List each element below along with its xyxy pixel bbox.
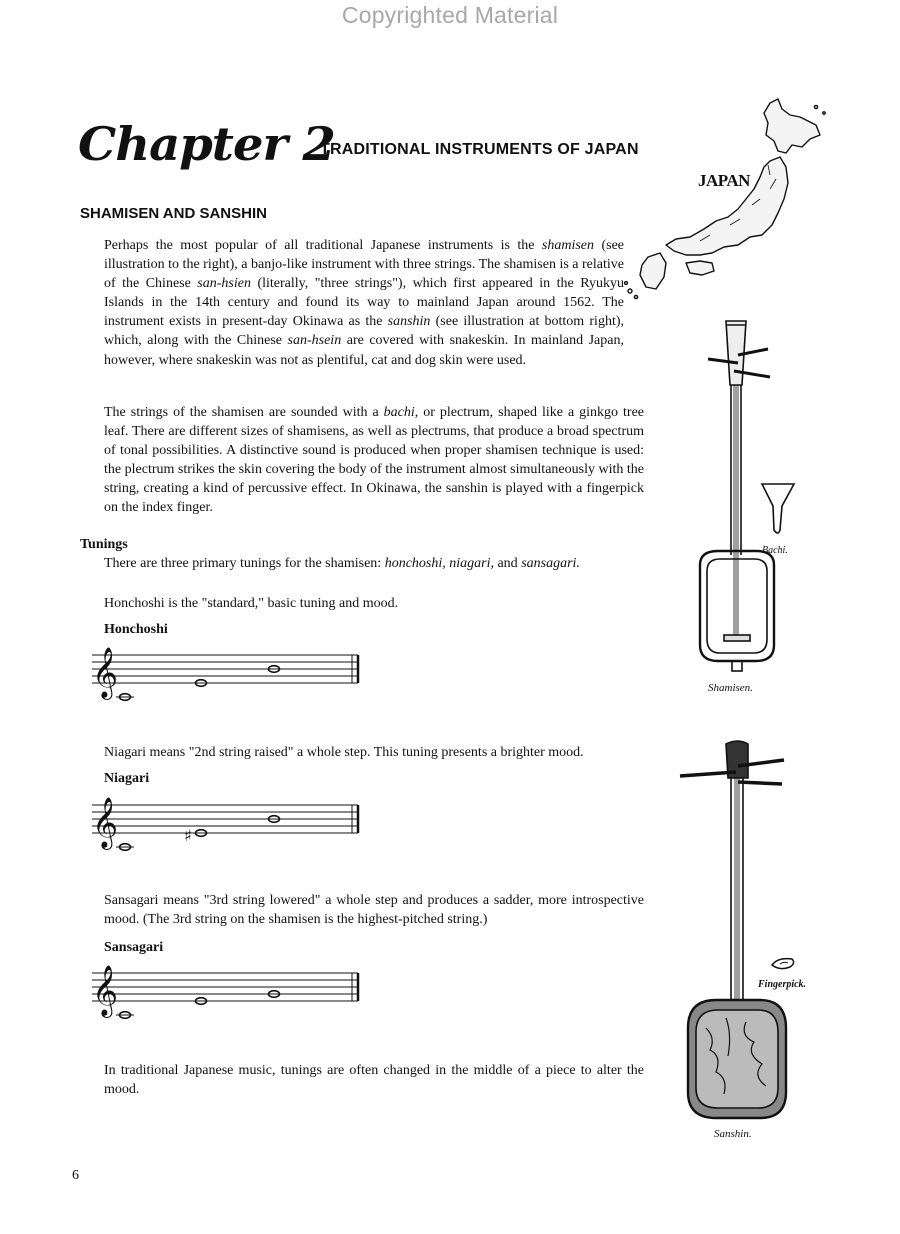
- treble-clef-icon: 𝄞: [92, 647, 119, 698]
- treble-clef-icon: 𝄞: [92, 797, 119, 848]
- copyright-watermark: Copyrighted Material: [341, 2, 559, 28]
- paragraph-shamisen-history: Perhaps the most popular of all traditional Japanese instruments is the shamisen (see illustration to the right), a banjo-like instrument with three strings. The shamisen is a relative of the Chinese san-hsien (literally, "three strings"), which first appeared in the Ryukyu Islands in the 14th century and found its way to mainland Japan around 1562. The instrument exists in present-day Okinawa as the sanshin (see illustration at bottom right), which, along with the Chinese san-hsein are covered with snakeskin. In mainland Japan, however, where snakeskin was not as plentiful, cat and dog skin were used.: [104, 238, 625, 368]
- section-title: SHAMISEN AND SANSHIN: [80, 205, 267, 222]
- closing-paragraph: In traditional Japanese music, tunings are often changed in the middle of a piece to alter the mood.: [104, 1063, 644, 1097]
- niagari-staff: [80, 795, 365, 855]
- japan-map-illustration: [620, 95, 830, 305]
- paragraph-shamisen-technique: The strings of the shamisen are sounded with a bachi, or plectrum, shaped like a ginkgo tree leaf. There are different sizes of shamisens, as well as plectrums, that produce a broad spectrum of tonal possibilities. A distinctive sound is produced when proper shamisen technique is used: the plectrum strikes the skin covering the body of the instrument almost simultaneously with the string, creating a kind of percussive effect. In Okinawa, the sanshin is played with a fingerpick on the index finger.: [104, 405, 645, 516]
- honchoshi-label: Honchoshi: [104, 622, 168, 637]
- page-number: 6: [72, 1168, 79, 1183]
- sansagari-staff: [80, 963, 365, 1023]
- bachi-illustration: [758, 480, 798, 540]
- honchoshi-staff: [80, 645, 365, 705]
- fingerpick-caption: Fingerpick.: [758, 979, 807, 990]
- sanshin-caption: Sanshin.: [714, 1128, 752, 1140]
- japan-map-label: JAPAN: [698, 171, 750, 190]
- sanshin-illustration: [676, 738, 816, 1128]
- sansagari-description: Sansagari means "3rd string lowered" a whole step and produces a sadder, more introspective mood. (The 3rd string on the shamisen is the highest-pitched string.): [104, 893, 644, 927]
- chapter-subtitle: TRADITIONAL INSTRUMENTS OF JAPAN: [320, 141, 639, 158]
- niagari-label: Niagari: [104, 771, 150, 786]
- bachi-caption: Bachi.: [762, 545, 788, 556]
- fingerpick-illustration: [770, 955, 798, 973]
- sharp-sign-icon: ♯: [184, 826, 192, 845]
- tunings-heading: Tunings: [80, 537, 128, 552]
- tunings-intro: There are three primary tunings for the shamisen: honchoshi, niagari, and sansagari.: [104, 556, 580, 571]
- niagari-description: Niagari means "2nd string raised" a whole step. This tuning presents a brighter mood.: [104, 745, 584, 760]
- honchoshi-description: Honchoshi is the "standard," basic tuning and mood.: [104, 596, 399, 611]
- shamisen-caption: Shamisen.: [708, 682, 753, 694]
- sansagari-label: Sansagari: [104, 940, 164, 955]
- chapter-title: Chapter 2: [78, 118, 335, 172]
- treble-clef-icon: 𝄞: [92, 965, 119, 1016]
